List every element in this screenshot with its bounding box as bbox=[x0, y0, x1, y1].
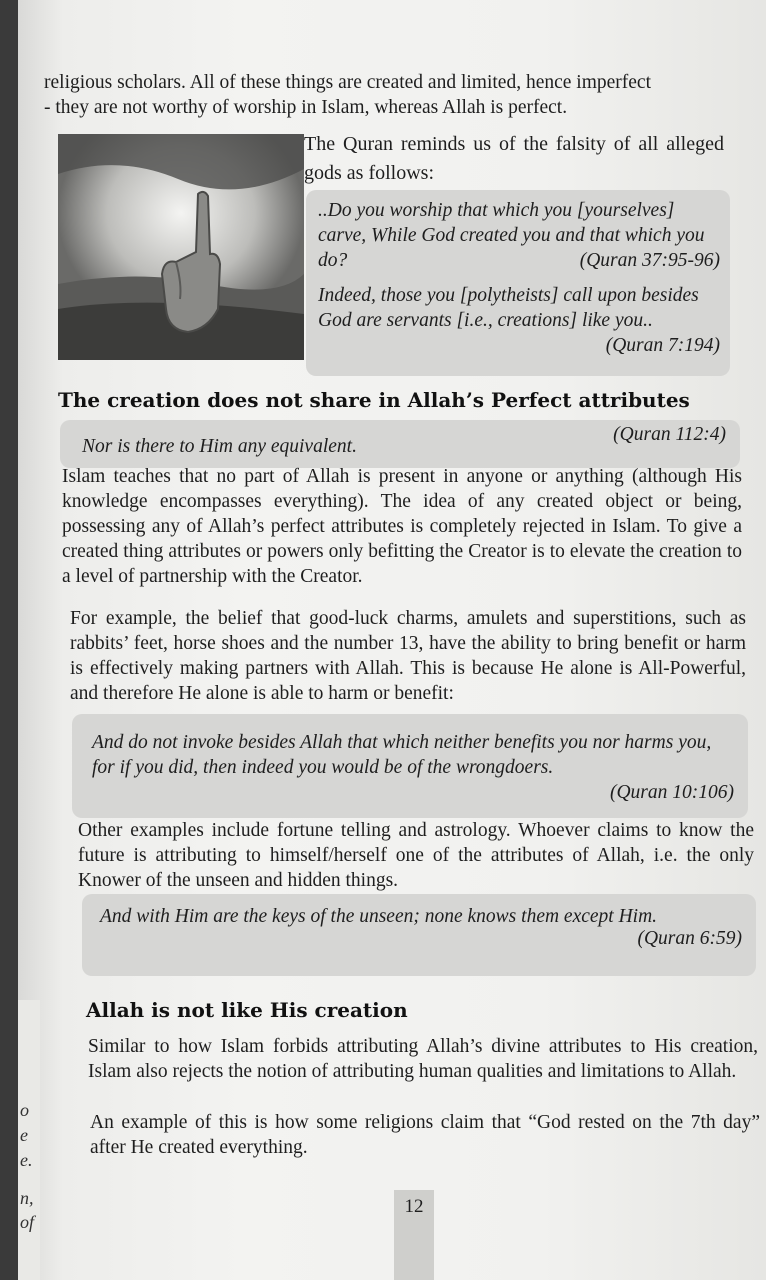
facing-page-edge bbox=[18, 1000, 40, 1280]
book-page bbox=[18, 0, 766, 1280]
paragraph-similar: Similar to how Islam forbids attributing Allah’s divine attributes to His creation, Islam also rejects the notion of attributing human qualities and limitations to Allah. bbox=[88, 1036, 758, 1082]
quote-box-unseen bbox=[82, 894, 756, 976]
quran-intro: The Quran reminds us of the falsity of all alleged gods as follows: bbox=[304, 133, 724, 184]
edge-text: n, bbox=[20, 1188, 34, 1208]
section-heading: Allah is not like His creation bbox=[86, 998, 408, 1022]
quote-text: ..Do you worship that which you [yourselves] carve, While God created you and that which you do? bbox=[318, 200, 705, 271]
hand-illustration bbox=[58, 134, 304, 360]
paragraph-good-luck: For example, the belief that good-luck charms, amulets and superstitions, such as rabbits’ feet, horse shoes and the number 13, have the ability to bring benefit or harm is effectively making partners with Allah. This is because He alone is All-Powerful, and therefore He alone is able to harm or benefit: bbox=[70, 608, 746, 704]
quote-reference: (Quran 112:4) bbox=[613, 424, 726, 445]
quote-reference: (Quran 10:106) bbox=[609, 782, 734, 803]
quote-text: Nor is there to Him any equivalent. bbox=[82, 436, 357, 457]
quote-text: And do not invoke besides Allah that which neither benefits you nor harms you, for if you did, then indeed you would be of the wrongdoers. bbox=[92, 732, 712, 778]
quote-text: And with Him are the keys of the unseen; none knows them except Him. bbox=[100, 906, 658, 927]
quote-reference: (Quran 6:59) bbox=[637, 928, 742, 949]
quote-box-equivalent bbox=[60, 420, 740, 468]
section-heading: The creation does not share in Allah’s Perfect attributes bbox=[58, 388, 690, 412]
intro-line-1: religious scholars. All of these things are created and limited, hence imperfect bbox=[44, 72, 651, 93]
page-number: 12 bbox=[394, 1190, 434, 1280]
intro-line-2: - they are not worthy of worship in Islam, whereas Allah is perfect. bbox=[44, 97, 568, 118]
quote-reference: (Quran 37:95-96) bbox=[579, 250, 720, 271]
paragraph-no-part: Islam teaches that no part of Allah is present in anyone or anything (although His knowledge encompasses everything). The idea of any created object or being, possessing any of Allah’s perfect attributes is completely rejected in Islam. To give a created thing attributes or powers only befitting the Creator is to elevate the creation to a level of partnership with the Creator. bbox=[62, 466, 742, 587]
edge-text: of bbox=[20, 1212, 35, 1232]
edge-text: o bbox=[20, 1100, 29, 1120]
edge-text: e bbox=[20, 1125, 28, 1145]
quote-text: Indeed, those you [polytheists] call upon besides God are servants [i.e., creations] like you.. bbox=[318, 285, 699, 331]
quote-box-gods bbox=[306, 190, 730, 376]
paragraph-fortune-telling: Other examples include fortune telling and astrology. Whoever claims to know the future is attributing to himself/herself one of the attributes of Allah, i.e. the only Knower of the unseen and hidden things. bbox=[78, 820, 754, 891]
hand-pointing-upward-image bbox=[58, 134, 304, 360]
edge-text: e. bbox=[20, 1150, 33, 1170]
quote-reference: (Quran 7:194) bbox=[605, 335, 720, 356]
paragraph-example-rested: An example of this is how some religions claim that “God rested on the 7th day” after He created everything. bbox=[90, 1112, 760, 1158]
quote-box-invoke bbox=[72, 714, 748, 818]
